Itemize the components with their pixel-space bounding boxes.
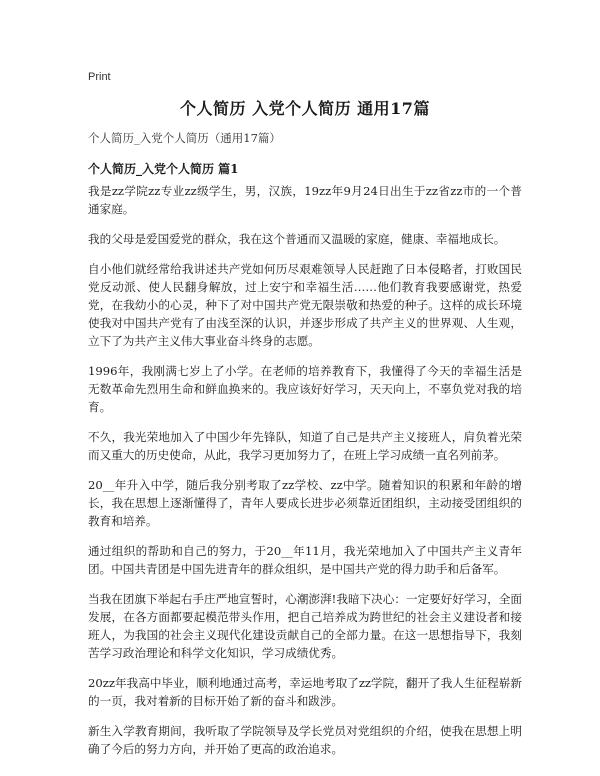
paragraph: 自小他们就经常给我讲述共产党如何历尽艰难领导人民赶跑了日本侵略者，打败国民党反动派、使人民翻身解放，过上安宁和幸福生活……他们教育我要感谢党，热爱党，在我幼小的心灵，种下了对中国共产党无限崇敬和热爱的种子。这样的成长环境使我对中国共产党有了由浅至深的认识，并逐步形成了共产主义的世界观、人生观，立下了为共产主义伟大事业奋斗终身的志愿。	[88, 262, 522, 348]
paragraph: 通过组织的帮助和自己的努力，于20__年11月，我光荣地加入了中国共产主义青年团。中国共青团是中国先进青年的群众组织，是中国共产党的得力助手和后备军。	[88, 544, 522, 576]
paragraph: 1996年，我刚满七岁上了小学。在老师的培养教育下，我懂得了今天的幸福生活是无数革命先烈用生命和鲜血换来的。我应该好好学习，天天向上，不辜负党对我的培育。	[88, 364, 522, 414]
body-text	[88, 182, 522, 770]
paragraph: 不久，我光荣地加入了中国少年先锋队，知道了自己是共产主义接班人，肩负着光荣而又重大的历史使命，从此，我学习更加努力了，在班上学习成绩一直名列前茅。	[88, 430, 522, 462]
paragraph: 我是zz学院zz专业zz级学生，男，汉族，19zz年9月24日出生于zz省zz市的一个普通家庭。	[88, 184, 522, 216]
paragraph: 20zz年我高中毕业，顺利地通过高考，幸运地考取了zz学院，翻开了我人生征程崭新的一页，我对着新的目标开始了新的奋斗和跋涉。	[88, 676, 522, 708]
print-link[interactable]: Print	[88, 71, 111, 83]
document-title: 个人简历 入党个人简历 通用17篇	[180, 99, 430, 118]
paragraph: 20__年升入中学，随后我分别考取了zz学校、zz中学。随着知识的积累和年龄的增长，我在思想上逐渐懂得了，青年人要成长进步必须靠近团组织，主动接受团组织的教育和培养。	[88, 478, 522, 528]
paragraph: 我的父母是爱国爱党的群众，我在这个普通而又温暖的家庭，健康、幸福地成长。	[88, 232, 506, 246]
document-subtitle: 个人简历_入党个人简历（通用17篇）	[88, 131, 281, 145]
paragraph: 新生入学教育期间，我听取了学院领导及学长党员对党组织的介绍，使我在思想上明确了今后的努力方向，并开始了更高的政治追求。	[88, 724, 522, 756]
paragraph: 当我在团旗下举起右手庄严地宣誓时，心潮澎湃!我暗下决心：一定要好好学习，全面发展，在各方面都要起模范带头作用，把自己培养成为跨世纪的社会主义建设者和接班人，为我国的社会主义现代化建设贡献自己的全部力量。在这一思想指导下，我刻苦学习政治理论和科学文化知识，学习成绩优秀。	[88, 592, 522, 660]
section-heading: 个人简历_入党个人简历 篇1	[88, 162, 239, 176]
